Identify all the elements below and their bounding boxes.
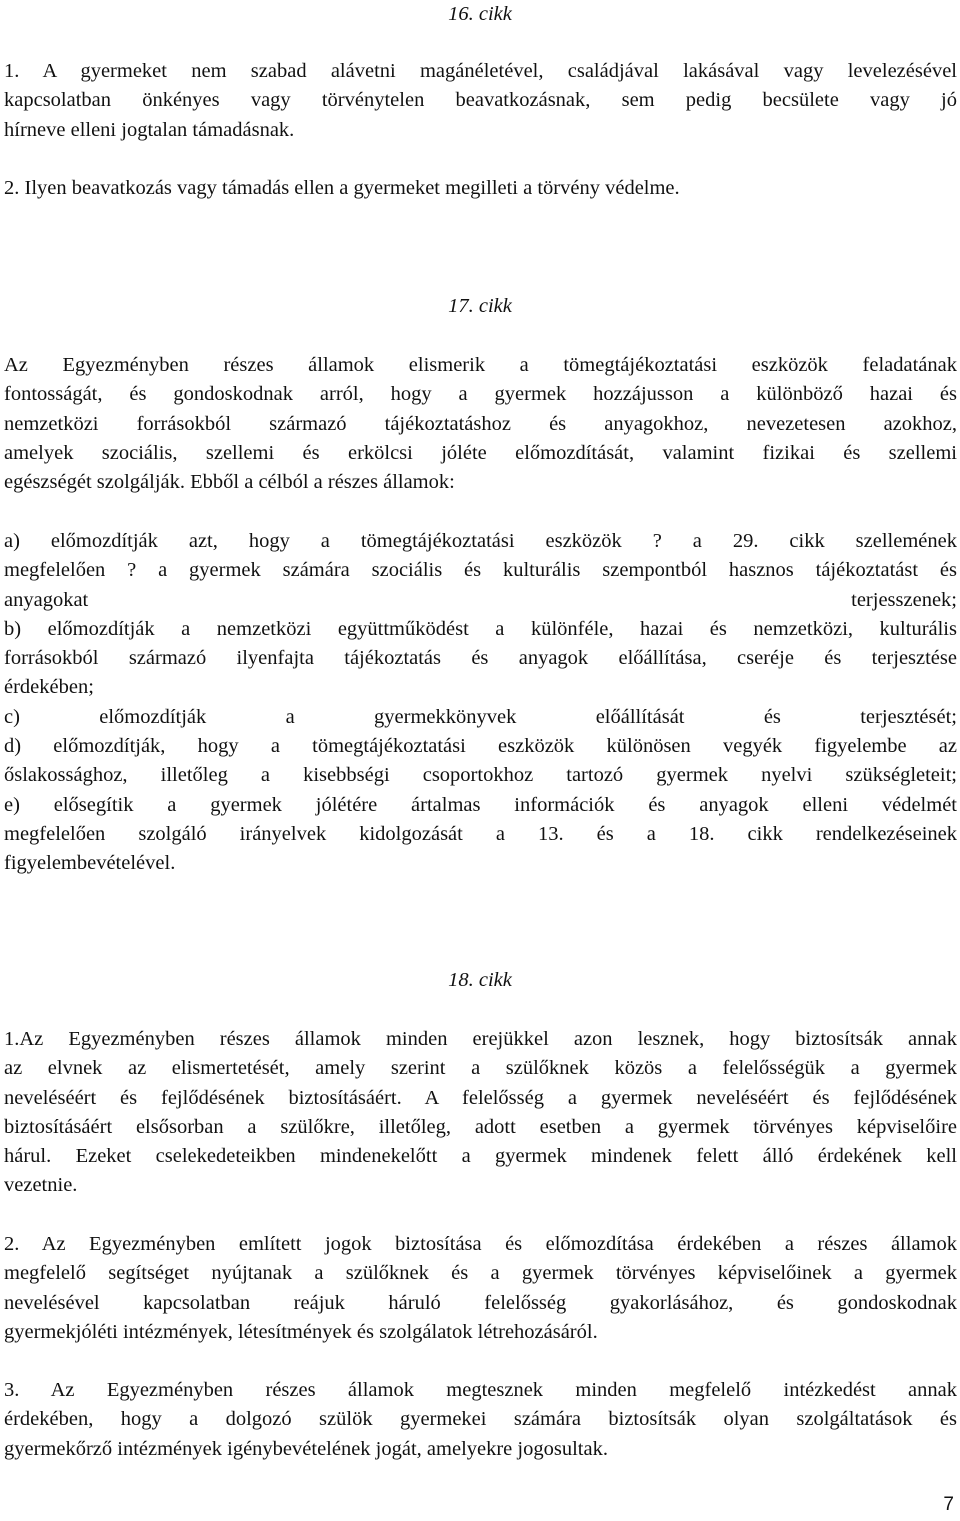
list-item-line: c) előmozdítják a gyermekkönyvek előállítását és terjesztését; [4,705,957,728]
article-16-paragraph-1 [4,57,957,145]
article-16-paragraph-2 [4,174,957,203]
text-line: 1.Az Egyezményben részes államok minden erejükkel azon lesznek, hogy biztosítsák annak [4,1028,957,1050]
text-line: 2. Ilyen beavatkozás vagy támadás ellen a gyermeket megilleti a törvény védelme. [4,177,680,199]
article-18-paragraph-1 [4,1025,957,1201]
list-item-line: érdekében; [4,676,94,699]
list-item-line: anyagokat terjesszenek; [4,588,957,611]
text-line: gyermekőrző intézmények igénybevételének jogát, amelyekre jogosultak. [4,1437,608,1460]
list-item-line: forrásokból származó ilyenfajta tájékoztatás és anyagok előállítása, cseréje és terjesztése [4,647,957,670]
text-line: az elvnek az elismertetését, amely szerint a szülőknek közös a felelősségük a gyermek [4,1057,957,1080]
article-17-intro [4,351,957,497]
list-item-line: d) előmozdítják, hogy a tömegtájékoztatási eszközök különösen vegyék figyelembe az [4,735,957,758]
list-item-line: megfelelően ? a gyermek számára szociális és kulturális szempontból hasznos tájékoztatást és [4,559,957,582]
list-item-line: figyelembevételével. [4,852,176,875]
text-line: amelyek szociális, szellemi és erkölcsi jóléte előmozdítását, valamint fizikai és szellemi [4,441,957,464]
text-line: Az Egyezményben részes államok elismerik a tömegtájékoztatási eszközök feladatának [4,354,957,376]
article-18-paragraph-2 [4,1230,957,1347]
article-16-heading: 16. cikk [448,3,512,25]
list-item-line: e) elősegítik a gyermek jólétére ártalmas információk és anyagok elleni védelmét [4,793,957,816]
text-line: 1. A gyermeket nem szabad alávetni magánéletével, családjával lakásával vagy levelezésével [4,60,957,82]
text-line: fontosságát, és gondoskodnak arról, hogy a gyermek hozzájusson a különböző hazai és [4,383,957,406]
page-number: 7 [943,1494,954,1515]
text-line: neveléséért és fejlődésének biztosításáért. A felelősség a gyermek neveléséért és fejlődésének [4,1086,957,1109]
list-item-line: megfelelően szolgáló irányelvek kidolgozását a 13. és a 18. cikk rendelkezéseinek [4,822,957,845]
text-line: biztosításáért elsősorban a szülőkre, illetőleg, adott esetben a gyermek törvényes képviselőire [4,1115,957,1138]
text-line: hárul. Ezeket cselekedeteikben mindenekelőtt a gyermek mindenek felett álló érdekének kell [4,1145,957,1168]
text-line: hírneve elleni jogtalan támadásnak. [4,118,295,141]
article-17-items [4,527,957,879]
text-line: egészségét szolgálják. Ebből a célból a részes államok: [4,471,455,494]
list-item-line: b) előmozdítják a nemzetközi együttműködést a különféle, hazai és nemzetközi, kulturális [4,617,957,640]
article-17-heading: 17. cikk [448,295,512,317]
article-18-heading: 18. cikk [448,969,512,991]
text-line: 2. Az Egyezményben említett jogok biztosítása és előmozdítása érdekében a részes államok [4,1233,957,1255]
text-line: kapcsolatban önkényes vagy törvénytelen beavatkozásnak, sem pedig becsülete vagy jó [4,89,957,112]
text-line: gyermekjóléti intézmények, létesítmények és szolgálatok létrehozásáról. [4,1320,598,1343]
text-line: 3. Az Egyezményben részes államok megtesznek minden megfelelő intézkedést annak [4,1379,957,1401]
text-line: vezetnie. [4,1174,78,1197]
text-line: megfelelő segítséget nyújtanak a szülőknek és a gyermek törvényes képviselőinek a gyermek [4,1262,957,1285]
list-item-line: a) előmozdítják azt, hogy a tömegtájékoztatási eszközök ? a 29. cikk szellemének [4,530,957,552]
article-18-paragraph-3 [4,1376,957,1464]
text-line: nemzetközi forrásokból származó tájékoztatáshoz és anyagokhoz, nevezetesen azokhoz, [4,412,957,435]
text-line: nevelésével kapcsolatban reájuk háruló felelősség gyakorlásához, és gondoskodnak [4,1291,957,1314]
list-item-line: őslakossághoz, illetőleg a kisebbségi csoportokhoz tartozó gyermek nyelvi szükségleteit; [4,764,957,787]
text-line: érdekében, hogy a dolgozó szülök gyermekei számára biztosítsák olyan szolgáltatások és [4,1408,957,1431]
